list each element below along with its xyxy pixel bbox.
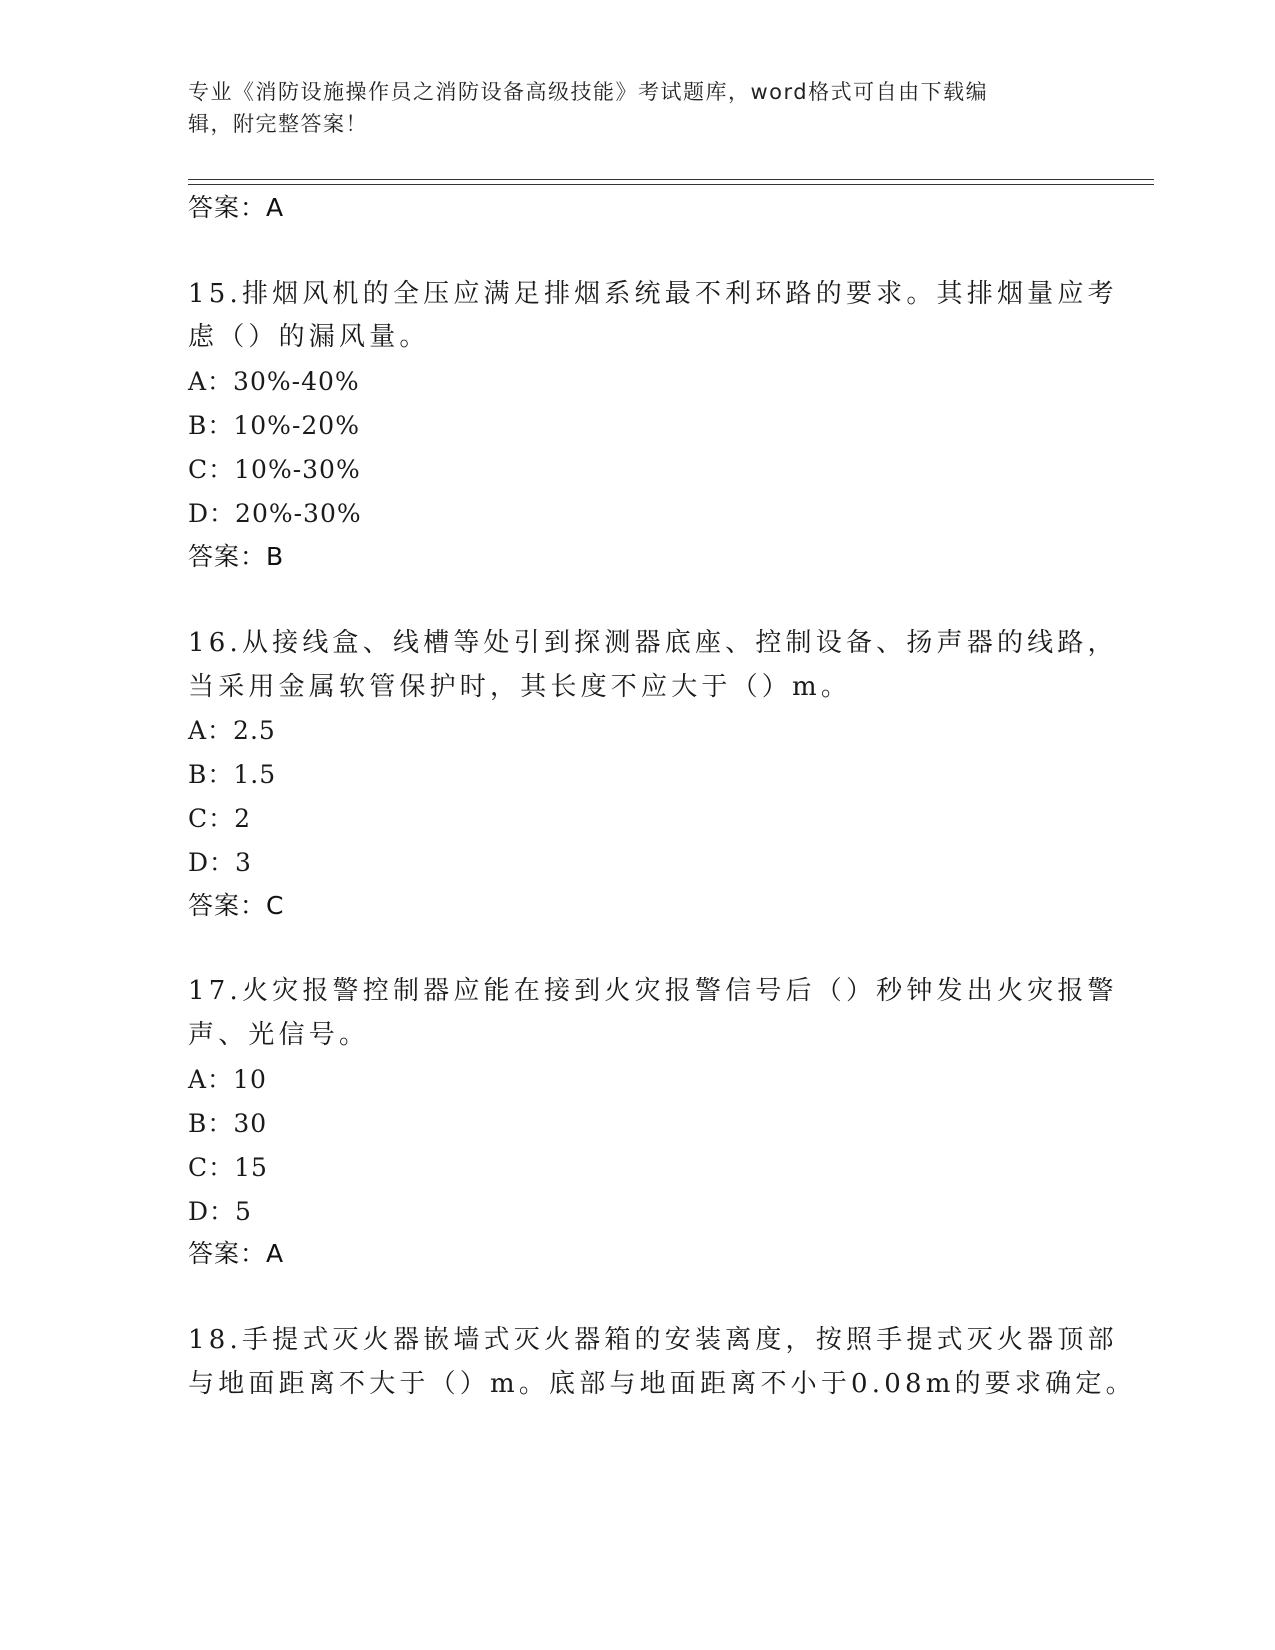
answer-q16: 答案：C: [188, 891, 285, 920]
question-17-option-a: A：10: [188, 1065, 267, 1094]
question-16-option-a: A：2.5: [188, 716, 276, 745]
question-17-option-d: D：5: [188, 1197, 252, 1226]
question-15-line-1: 15.排烟风机的全压应满足排烟系统最不利环路的要求。其排烟量应考: [188, 279, 1118, 309]
question-16-line-1: 16.从接线盒、线槽等处引到探测器底座、控制设备、扬声器的线路，: [188, 628, 1118, 658]
question-18-line-2: 与地面距离不大于（）m。底部与地面距离不小于0.08m的要求确定。: [188, 1369, 1136, 1399]
question-15-option-c: C：10%-30%: [188, 455, 361, 484]
question-15-option-a: A：30%-40%: [188, 367, 360, 396]
question-16-line-2: 当采用金属软管保护时，其长度不应大于（）m。: [188, 672, 852, 702]
question-17-line-2: 声、光信号。: [188, 1020, 370, 1050]
header-divider-top: [188, 179, 1154, 180]
question-16-option-c: C：2: [188, 804, 252, 833]
answer-q15: 答案：B: [188, 542, 285, 571]
question-17-line-1: 17.火灾报警控制器应能在接到火灾报警信号后（）秒钟发出火灾报警: [188, 976, 1118, 1006]
question-18-line-1: 18.手提式灭火器嵌墙式灭火器箱的安装离度，按照手提式灭火器顶部: [188, 1325, 1118, 1355]
document-header: [188, 76, 1068, 140]
answer-q14: 答案：A: [188, 193, 285, 222]
question-17-option-b: B：30: [188, 1109, 268, 1138]
question-15-option-b: B：10%-20%: [188, 411, 360, 440]
question-16-option-d: D：3: [188, 848, 252, 877]
header-divider-bottom: [188, 184, 1154, 185]
answer-q17: 答案：A: [188, 1239, 285, 1268]
question-15-option-d: D：20%-30%: [188, 499, 362, 528]
header-line-1: 专业《消防设施操作员之消防设备高级技能》考试题库，word格式可自由下载编: [188, 80, 989, 104]
question-17-option-c: C：15: [188, 1153, 268, 1182]
header-line-2: 辑，附完整答案！: [188, 112, 368, 136]
question-16-option-b: B：1.5: [188, 760, 277, 789]
question-15-line-2: 虑（）的漏风量。: [188, 322, 430, 352]
